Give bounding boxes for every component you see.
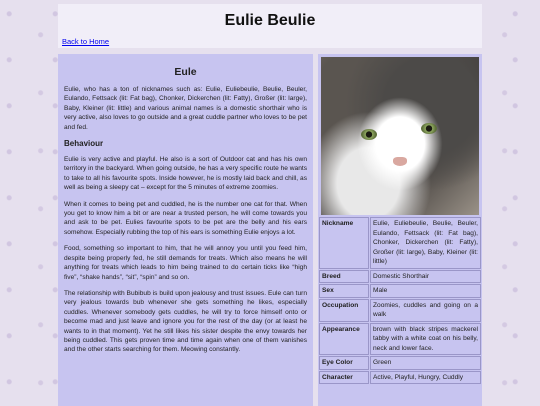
info-value: Green <box>370 356 481 370</box>
behaviour-paragraph-2: When it comes to being pet and cuddled, he is the number one cat for that. When you get to know him a bit or are near a trusted person, he will come towards you and ask to be pet. Eulies favourite spots to be pet are the belly and his ears somehow. Especially rubbing the top of his ears is something Eulie enjoys a lot. <box>64 200 307 236</box>
info-label: Eye Color <box>319 356 369 370</box>
info-label: Breed <box>319 270 369 284</box>
main-content <box>58 54 313 406</box>
site-header <box>58 4 482 48</box>
info-value: Eulie, Euliebeulie, Beulie, Beuler, Eulando, Fettsack (lit: Fat bag), Chonker, Dickerchen (lit: Fatty), Großer (lit: large), Baby, Kleiner (lit: little) <box>370 217 481 269</box>
behaviour-paragraph-1: Eulie is very active and playful. He also is a sort of Outdoor cat and has his own territory in the backyard. When going outside, he has a very specific route he wants to take to all his favourite spots. Inside however, he is mostly laid back and chill, as well as being a sleepy cat – except for the 5 minutes of extreme zoomies. <box>64 156 307 192</box>
cat-name-heading: Eule <box>174 66 197 78</box>
info-label: Appearance <box>319 323 369 356</box>
info-row-breed <box>319 270 481 284</box>
info-sidebar <box>318 54 482 406</box>
info-row-eye-color <box>319 356 481 370</box>
info-value: brown with black stripes mackerel tabby with a white coat on his belly, neck and lower face. <box>370 323 481 356</box>
info-value: Domestic Shorthair <box>370 270 481 284</box>
info-label: Nickname <box>319 217 369 269</box>
cat-eye-left <box>361 129 377 140</box>
info-label: Character <box>319 371 369 385</box>
intro-paragraph: Eulie, who has a ton of nicknames such as: Eulie, Euliebeulie, Beulie, Beuler, Eulando, Fettsack (lit: Fat bag), Chonker, Dickerchen (lit: Fatty), Großer (lit: large), Baby, Kleiner (lit: little) and various animal names is a domestic shorthair who is very active, also loves to go outside and a great cuddle partner who loves to be pet and fed. <box>64 86 307 131</box>
info-label: Occupation <box>319 299 369 322</box>
behaviour-paragraph-3: Food, something so important to him, that he will annoy you until you feed him, despite being properly fed, he still demands for treats. Which also means he will anything for treats which leads to him being trained to do certain ticks like “high five”, “shake hands”, “sit”, “spin” and so on. <box>64 245 307 281</box>
back-to-home-link[interactable]: Back to Home <box>62 37 110 46</box>
cat-eye-right <box>421 123 437 134</box>
cat-nose <box>393 157 407 166</box>
info-row-occupation <box>319 299 481 322</box>
info-table <box>318 216 482 385</box>
behaviour-paragraph-4: The relationship with Bubibub is build upon jealousy and trust issues. Eule can turn very jealous towards bub whenever she gets something he likes, especially cuddles. Whenever somebody gets cuddles, he will try to force himself onto or become mad and just leave and ignore you for the rest of the day (or at least he wants to in that moment). Yet he still likes his sister despite the envy towards her being cuddled. This gets proven time and time again when one of them vanishes and the other starts searching for them. Meowing constantly. <box>64 289 307 354</box>
info-row-nickname <box>319 217 481 269</box>
info-value: Zoomies, cuddles and going on a walk <box>370 299 481 322</box>
info-value: Active, Playful, Hungry, Cuddly <box>370 371 481 385</box>
behaviour-heading: Behaviour <box>64 139 104 149</box>
cat-photo <box>321 57 479 215</box>
info-label: Sex <box>319 284 369 298</box>
info-value: Male <box>370 284 481 298</box>
info-row-appearance <box>319 323 481 356</box>
site-title: Eulie Beulie <box>224 12 316 29</box>
info-row-sex <box>319 284 481 298</box>
info-row-character <box>319 371 481 385</box>
